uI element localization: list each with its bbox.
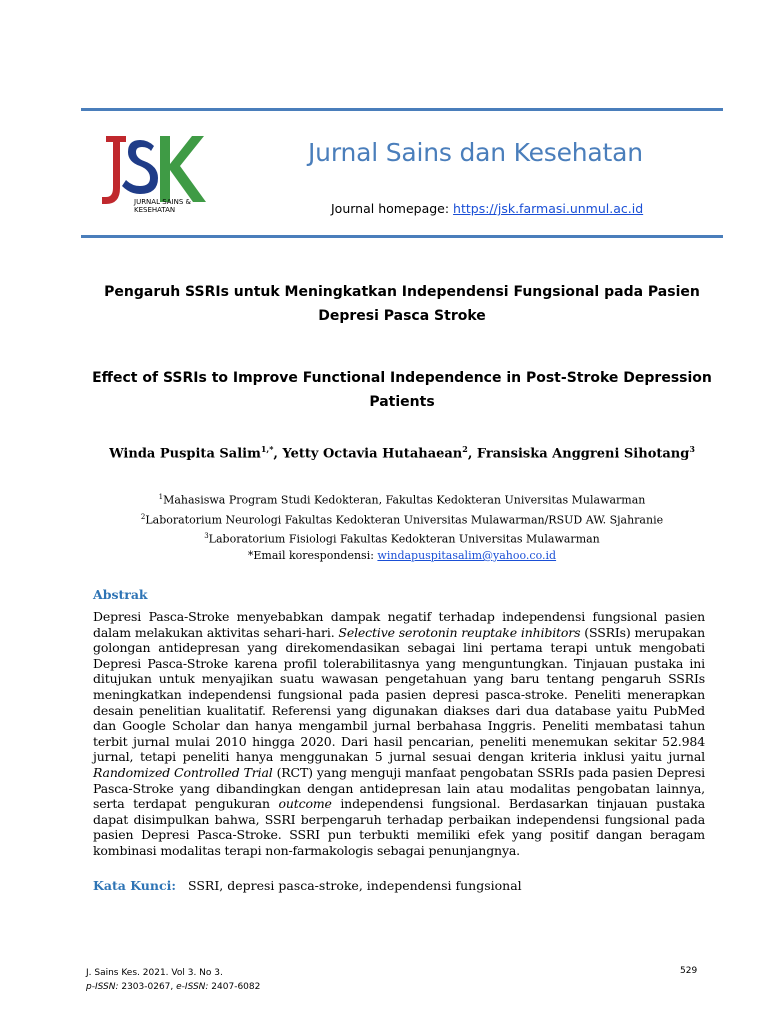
logo-subtext-2: KESEHATAN <box>134 206 176 214</box>
article-title-english <box>81 366 723 414</box>
logo-subtext-1: JURNAL SAINS & <box>134 198 191 206</box>
author-2: Yetty Octavia Hutahaean <box>282 446 463 462</box>
author-list: Winda Puspita Salim$^{1,*}$, Yetty Octavia Hutahaean$^2$, Fransiska Anggreni Sihotang$^3$ <box>109 444 695 462</box>
author-1: Winda Puspita Salim <box>109 446 261 462</box>
keywords-value: SSRI, depresi pasca-stroke, independensi fungsional <box>188 878 522 893</box>
author-3: Fransiska Anggreni Sihotang <box>476 446 690 462</box>
homepage-label: Journal homepage: <box>331 201 454 216</box>
affiliations <box>81 489 723 564</box>
jsk-logo <box>100 130 210 214</box>
email-link[interactable]: windapuspitasalim@yahoo.co.id <box>377 548 557 562</box>
correspondence-email: *Email korespondensi: windapuspitasalim@yahoo.co.id <box>247 548 557 562</box>
abstract-heading: Abstrak <box>93 587 148 602</box>
title-en-line1: Effect of SSRIs to Improve Functional Independence in Post-Stroke Depression <box>92 370 712 386</box>
title-id-line1: Pengaruh SSRIs untuk Meningkatkan Independensi Fungsional pada Pasien <box>104 284 700 300</box>
journal-homepage <box>331 201 643 216</box>
journal-title: Jurnal Sains dan Kesehatan <box>308 138 643 167</box>
footer-issn: p-ISSN: 2303-0267, e-ISSN: 2407-6082 <box>86 982 261 992</box>
header-top-rule <box>81 108 723 111</box>
header-bottom-rule <box>81 235 723 238</box>
keywords <box>93 878 522 893</box>
page-number: 529 <box>680 966 698 976</box>
page-footer <box>86 966 260 994</box>
author-3-sup: 3 <box>689 444 695 454</box>
title-id-line2: Depresi Pasca Stroke <box>318 308 486 324</box>
affiliation-1: $^1$Mahasiswa Program Studi Kedokteran, Fakultas Kedokteran Universitas Mulawarman <box>158 493 646 507</box>
keywords-label: Kata Kunci: <box>93 878 176 893</box>
author-1-sup: 1,* <box>260 444 274 454</box>
abstract-body: Depresi Pasca-Stroke menyebabkan dampak negatif terhadap independensi fungsional pasien dalam melakukan aktivitas sehari-hari. Selective serotonin reuptake inhibitors (SSRIs) merupakan golongan antidepresan yang direkomendasikan sebagai lini pertama terapi untuk mengobati Depresi Pasca-Stroke karena profil tolerabilitasnya yang menguntungkan. Tinjauan pustaka ini ditujukan untuk menyajikan suatu wawasan pengetahuan yang baru tentang pengaruh SSRIs meningkatkan independensi fungsional pada pasien depresi pasca-stroke. Peneliti menerapkan desain penelitian kualitatif. Referensi yang digunakan diakses dari dua database yaitu PubMed dan Google Scholar dan hanya mengambil jurnal berbahasa Inggris. Peneliti membatasi tahun terbit jurnal mulai 2010 hingga 2020. Dari hasil pencarian, peneliti menemukan sekitar 52.984 jurnal, tetapi peneliti hanya menggunakan 5 jurnal sesuai dengan kriteria inklusi yaitu jurnal Randomized Controlled Trial (RCT) yang menguji manfaat pengobatan SSRIs pada pasien Depresi Pasca-Stroke yang dibandingkan dengan antidepresan lain atau modalitas pengobatan lainnya, serta terdapat pengukuran outcome independensi fungsional. Berdasarkan tinjauan pustaka dapat disimpulkan bahwa, SSRI berpengaruh terhadap perbaikan independensi fungsional pada pasien Depresi Pasca-Stroke. SSRI pun terbukti memiliki efek yang positif dangan beragam kombinasi modalitas terapi non-farmakologis sebagai penunjangnya. <box>93 609 705 858</box>
affiliation-2: $^2$Laboratorium Neurologi Fakultas Kedokteran Universitas Mulawarman/RSUD AW. Sjahranie <box>140 512 664 527</box>
homepage-link[interactable]: https://jsk.farmasi.unmul.ac.id <box>453 201 644 216</box>
title-en-line2: Patients <box>369 394 435 410</box>
author-2-sup: 2 <box>462 444 468 454</box>
affiliation-3: $^3$Laboratorium Fisiologi Fakultas Kedokteran Universitas Mulawarman <box>204 532 600 546</box>
footer-citation: J. Sains Kes. 2021. Vol 3. No 3. <box>86 968 223 978</box>
article-title-indonesian <box>81 280 723 328</box>
